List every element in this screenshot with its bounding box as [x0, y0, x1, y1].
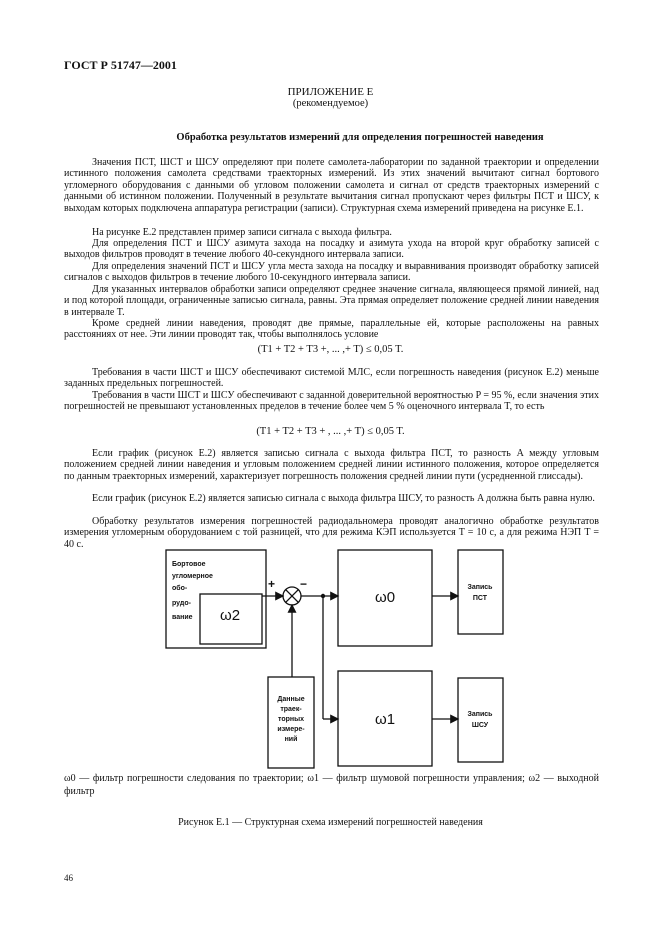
- plus-sign: +: [268, 577, 276, 591]
- trajectory-data-label: торных: [278, 716, 304, 723]
- paragraph: Значения ПСТ, ШСТ и ШСУ определяют при полете самолета-лаборатории по заданной траектории и определении истинного положения самолета средствами траекторных измерений. Из этих значений вычитают сигнал бортового угломерного оборудования с данными об угловом положении самолета и сигнал от средств траекторных измерений с данными об истинном положении. Полученный в результате вычитания сигнал пропускают через фильтры ПСТ и ШСУ, к выходам которых подключена аппаратура регистрации (записи). Структурная схема измерений приведена на рисунке Е.1.: [64, 157, 599, 214]
- paragraph: Если график (рисунок Е.2) является записью сигнала с выхода фильтра ПСТ, то разность A между угловым положением средней линии наведения и угловым положением средней линии истинного положения, которое определяется по данным траекторных измерений, характеризует погрешность положения средней линии пути (усредненной глиссады).: [64, 448, 599, 482]
- figure-legend: ω0 — фильтр погрешности следования по траектории; ω1 — фильтр шумовой погрешности управления; ω2 — выходной фильтр: [64, 773, 599, 797]
- paragraph: Для указанных интервалов обработки записи определяют среднее значение сигнала, являющееся прямой линией, над и под которой площади, ограниченные записью сигнала, равны. Эта прямая определяет положение средней линии наведения в интервале T.: [64, 284, 599, 318]
- paragraph: Требования в части ШСТ и ШСУ обеспечивают системой МЛС, если погрешность наведения (рисунок Е.2) меньше заданных предельных погрешностей.: [64, 367, 599, 390]
- appendix-subtitle: (рекомендуемое): [292, 98, 369, 109]
- trajectory-data-label: измере-: [277, 726, 305, 733]
- document-header: ГОСТ Р 51747—2001: [64, 58, 177, 72]
- onboard-label: обо-: [172, 585, 188, 592]
- paragraph: Если график (рисунок Е.2) является записью сигнала с выхода фильтра ШСУ, то разность A должна быть равна нулю.: [92, 493, 595, 504]
- record-pst-label: Запись: [467, 584, 493, 591]
- minus-sign: −: [300, 577, 308, 591]
- paragraph: Для определения ПСТ и ШСУ азимута захода на посадку и азимута ухода на второй круг обработку записей с выходов фильтров проводят в течение любого 40-секундного интервала записи.: [64, 238, 599, 261]
- paragraph: Для определения значений ПСТ и ШСУ угла места захода на посадку и выравнивания производят обработку записей сигналов с выходов фильтров в течение любого 10-секундного интервала записи.: [64, 261, 599, 284]
- record-pst-label: ПСТ: [472, 595, 488, 602]
- omega2-label: ω2: [220, 607, 241, 624]
- equation: (T1 + T2 + T3 + , ... ,+ T) ≤ 0,05 T.: [256, 426, 405, 437]
- omega0-label: ω0: [375, 589, 396, 606]
- figure-caption: Рисунок Е.1 — Структурная схема измерений погрешностей наведения: [178, 817, 483, 828]
- trajectory-data-label: Данные: [277, 696, 305, 703]
- record-shsu-label: ШСУ: [471, 722, 489, 729]
- equation: (T1 + T2 + T3 +, ... ,+ T) ≤ 0,05 T.: [257, 344, 404, 355]
- record-shsu-label: Запись: [467, 711, 493, 718]
- paragraph: Кроме средней линии наведения, проводят две прямые, параллельные ей, которые расположены на равных расстояниях от нее. Эти линии проводят так, чтобы выполнялось условие: [64, 318, 599, 341]
- onboard-label: вание: [172, 614, 193, 621]
- onboard-label: Бортовое: [172, 561, 206, 568]
- onboard-label: угломерное: [172, 573, 213, 580]
- record-shsu-block: [458, 678, 503, 762]
- omega1-label: ω1: [375, 711, 396, 728]
- trajectory-data-label: ний: [284, 736, 298, 743]
- appendix-title: ПРИЛОЖЕНИЕ Е: [287, 86, 374, 98]
- section-title: Обработка результатов измерений для определения погрешностей наведения: [176, 132, 544, 143]
- page-number: 46: [64, 873, 73, 883]
- paragraph: На рисунке Е.2 представлен пример записи сигнала с выхода фильтра.: [92, 227, 392, 238]
- trajectory-data-label: траек-: [280, 706, 302, 713]
- onboard-label: рудо-: [172, 600, 191, 607]
- paragraph: Обработку результатов измерения погрешностей радиодальномера проводят аналогично обработке результатов измерения угломерным оборудованием с той разницей, что для режима КЭП используется T = 10 с, а для режима НЭП T = 40 с.: [64, 516, 599, 550]
- paragraph: Требования в части ШСТ и ШСУ обеспечивают с заданной доверительной вероятностью P = 95 %, если значения этих погрешностей не превышают установленных пределов в течение более чем 5 % оценочного интервала T, то есть: [64, 390, 599, 413]
- record-pst-block: [458, 550, 503, 634]
